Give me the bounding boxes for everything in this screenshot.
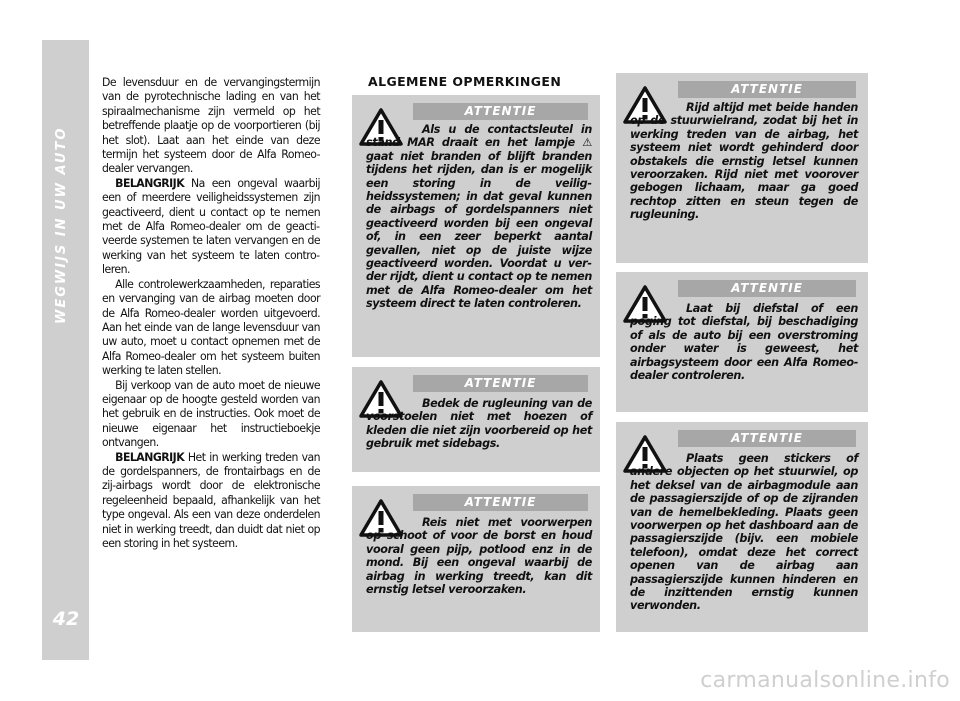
attentie-banner: ATTENTIE [678, 81, 856, 98]
warning-text: Rijd altijd met beide handen op de stuurwielrand, zodat bij het in werking treden van de airbag, het systeem niet wordt gehinderd door obstakels die ernstig letsel kunnen veroorzaken. Rijd niet met voorover gebogen lichaam, maar ga goed rechtop zitten en steun tegen de rugleuning. [630, 101, 858, 222]
body-text-column [102, 75, 320, 550]
warning-box [352, 95, 600, 357]
paragraph [102, 450, 320, 551]
attentie-banner: ATTENTIE [678, 280, 856, 297]
important-label: BELANGRIJK [115, 175, 185, 190]
page-number: 42 [52, 608, 80, 630]
section-title-vertical: WEGWIJS IN UW AUTO [54, 126, 69, 324]
warning-box [352, 367, 600, 472]
warning-text: Als u de contactsleutel in stand MAR draait en het lampje ⚠ gaat niet branden of blijft branden tijdens het rijden, dan is er mogelijk een storing in de veiligheidssystemen; in dat geval kunnen de airbags of gordelspanners niet geactiveerd worden bij een ongeval of, in een zeer beperkt aantal gevallen, niet op de juiste wijze geactiveerd worden. Voordat u verder rijdt, dient u contact op te nemen met de Alfa Romeo-dealer om het systeem direct te laten controleren. [366, 123, 592, 311]
warning-box [616, 73, 868, 263]
watermark: carmanualsonline.info [700, 668, 950, 693]
warning-text: Plaats geen stickers of andere objecten op het stuurwiel, op het deksel van de airbagmodule aan de passagierszijde of op de zijranden van de hemelbekleding. Plaats geen voorwerpen op het dashboard aan de passagierszijde (bijv. een mobiele telefoon), omdat deze het correct openen van de airbag aan passagierszijde kunnen hinderen en de inzittenden ernstig kunnen verwonden. [630, 452, 858, 613]
attentie-banner: ATTENTIE [413, 494, 588, 511]
attentie-banner: ATTENTIE [413, 103, 588, 120]
warning-box [616, 422, 868, 632]
warning-box [616, 272, 868, 412]
paragraph-text: Na een ongeval waarbij een of meerdere veiligheidssystemen zijn geactiveerd, dient u contact op te nemen met de Alfa Romeo-dealer om de geactiveerde systemen te laten vervangen en de werking van het systeem te laten controleren. [102, 175, 321, 277]
paragraph: De levensduur en de vervangingstermijn van de pyrotechnische lading en van het spiraalmechanisme zijn vermeld op het betreffende plaatje op de voorportieren (bij het slot). Laat aan het einde van deze termijn het systeem door de Alfa Romeo-dealer vervangen. [102, 75, 321, 176]
warning-text: Laat bij diefstal of een poging tot diefstal, bij beschadiging of als de auto bij een overstroming onder water is geweest, het airbagsysteem door een Alfa Romeo-dealer controleren. [630, 302, 858, 383]
important-label: BELANGRIJK [115, 449, 185, 464]
paragraph-text: Het in werking treden van de gordelspanners, de frontairbags en de zij-airbags wordt door de elektronische regeleenheid bepaald, afhankelijk van het type ongeval. Als een van deze onderdelen niet in werking treedt, dan duidt dat niet op een storing in het systeem. [102, 449, 321, 550]
section-heading: ALGEMENE OPMERKINGEN [368, 74, 562, 89]
warning-text: Bedek de rugleuning van de voorstoelen niet met hoezen of kleden die niet zijn voorbereid op het gebruik met sidebags. [366, 397, 592, 451]
attentie-banner: ATTENTIE [413, 375, 588, 392]
paragraph: Bij verkoop van de auto moet de nieuwe eigenaar op de hoogte gesteld worden van het gebruik en de instructies. Ook moet de nieuwe eigenaar het instructieboekje ontvangen. [102, 377, 321, 450]
warning-box [352, 486, 600, 632]
paragraph [102, 176, 320, 277]
paragraph: Alle controlewerkzaamheden, reparaties en vervanging van de airbag moeten door de Alfa Romeo-dealer worden uitgevoerd. Aan het einde van de lange levensduur van uw auto, moet u contact opnemen met de Alfa Romeo-dealer om het systeem buiten werking te laten stellen. [102, 276, 321, 378]
attentie-banner: ATTENTIE [678, 430, 856, 447]
warning-text: Reis niet met voorwerpen op schoot of voor de borst en houd vooral geen pijp, potlood enz in de mond. Bij een ongeval waarbij de airbag in werking treedt, kan dit ernstig letsel veroorzaken. [366, 516, 592, 597]
